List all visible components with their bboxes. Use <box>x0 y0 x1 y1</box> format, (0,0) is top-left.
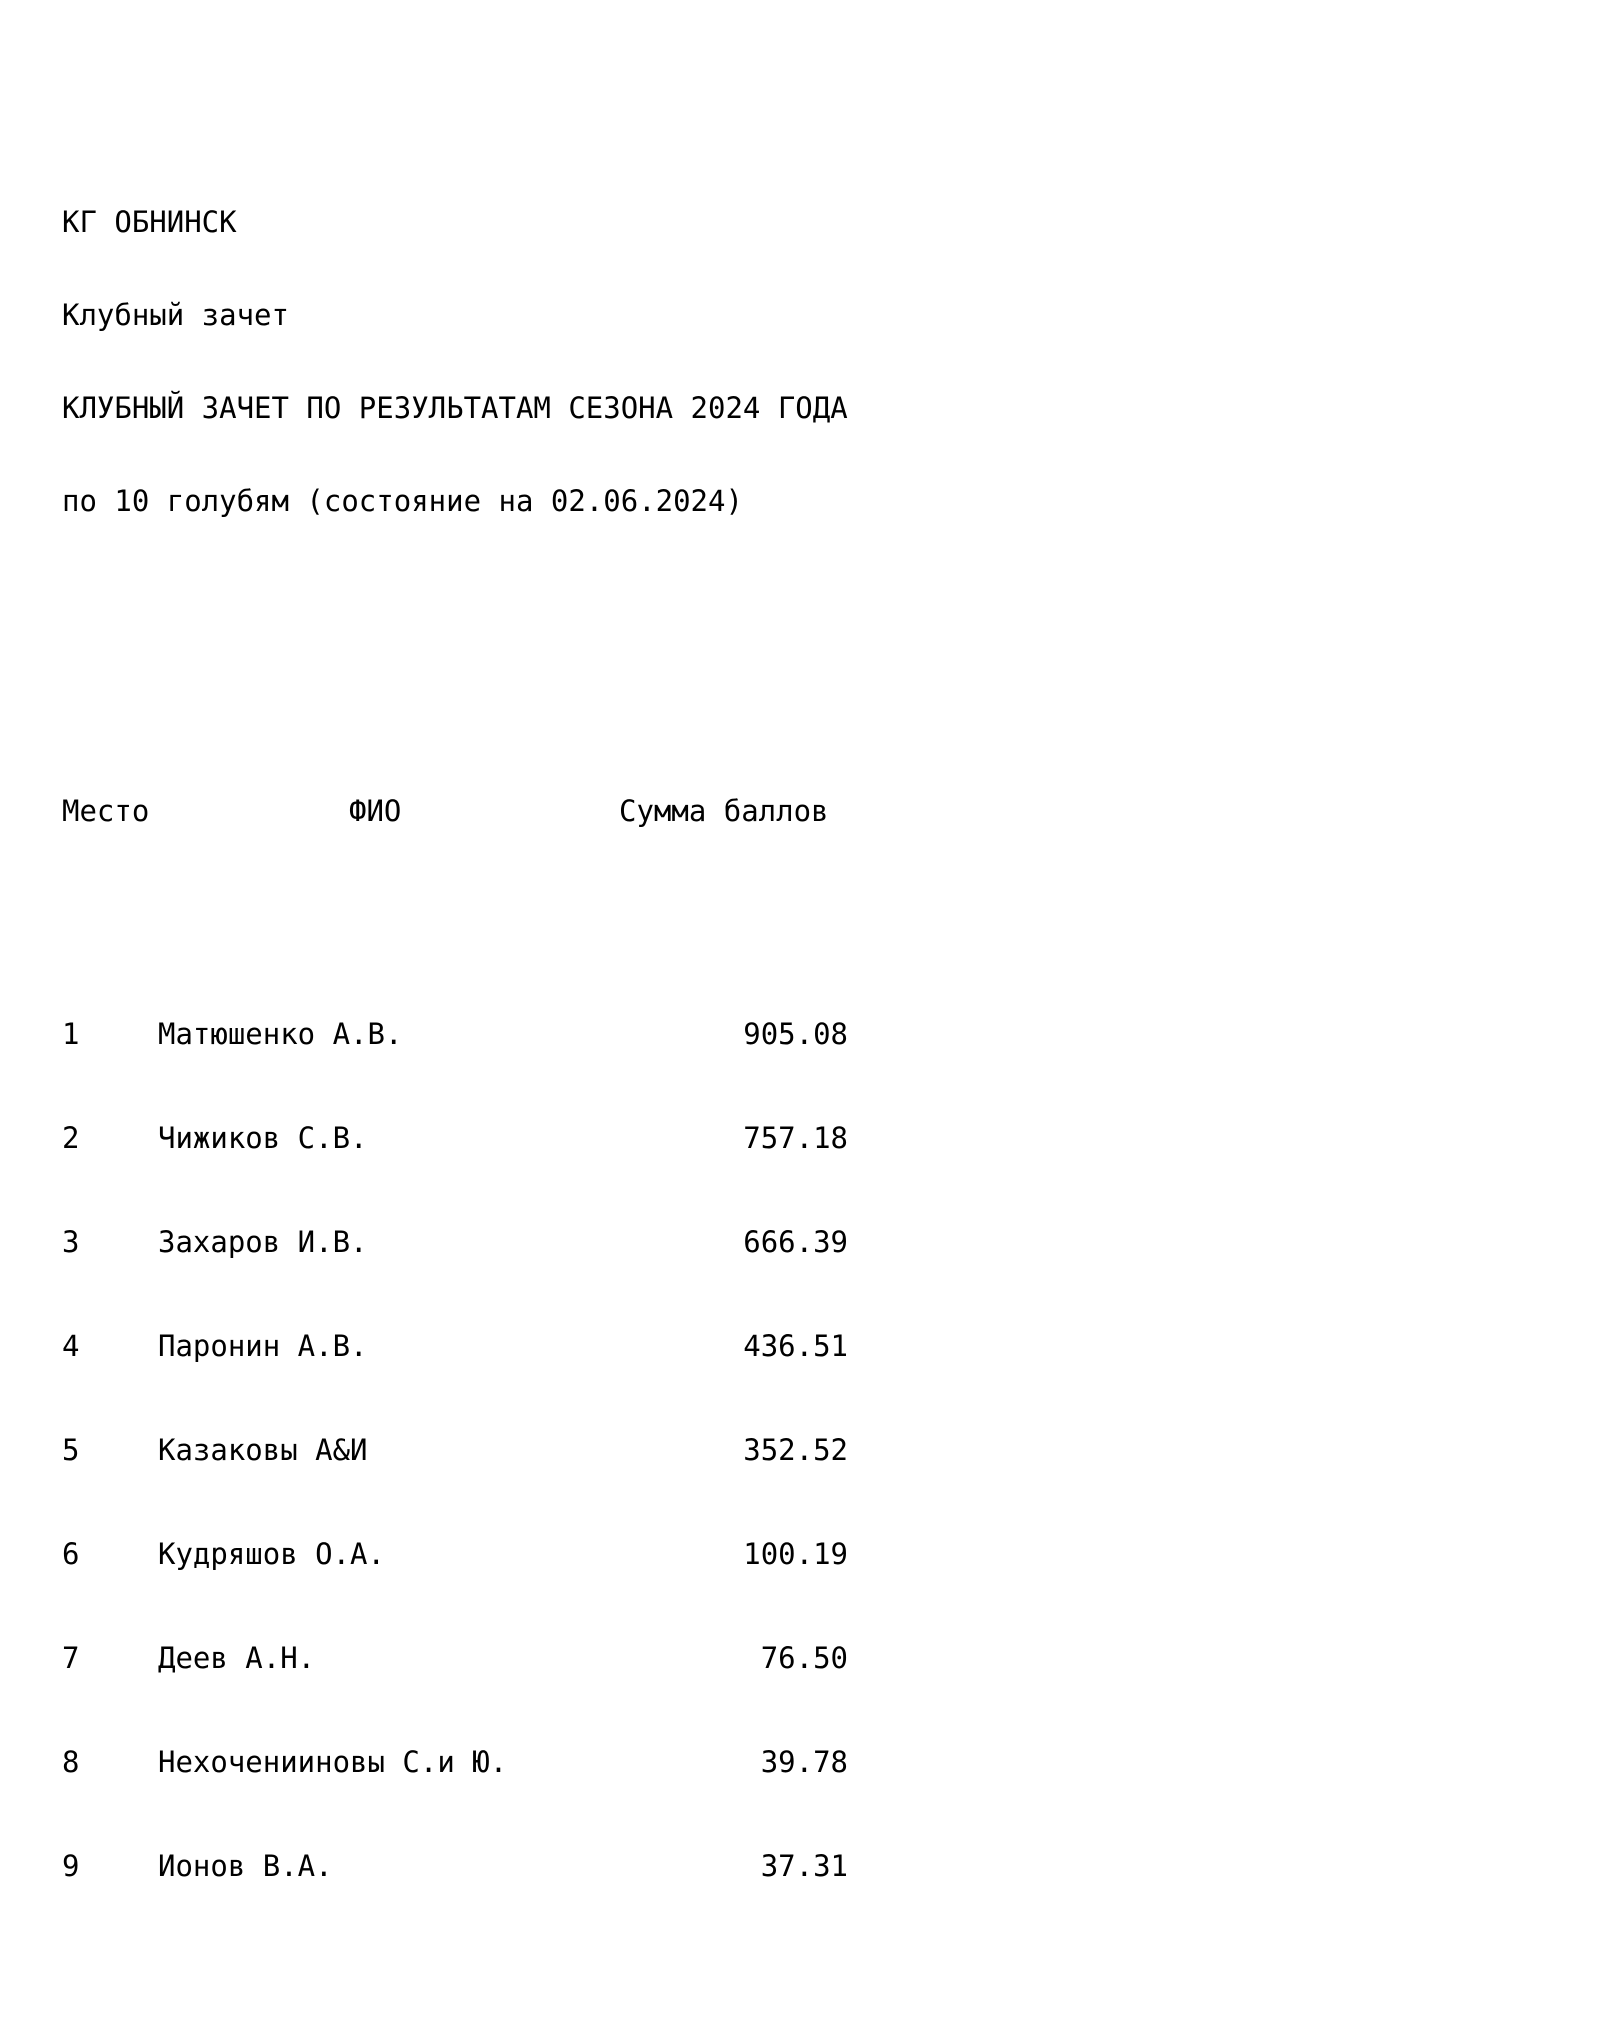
header-line-title: КЛУБНЫЙ ЗАЧЕТ ПО РЕЗУЛЬТАТАМ СЕЗОНА 2024 ГОДА <box>62 391 848 425</box>
table-row <box>62 1637 1598 1679</box>
cell-place: 2 <box>62 1121 80 1155</box>
table-row <box>62 1533 1598 1575</box>
results-table <box>62 951 1598 1949</box>
table-column-headers <box>62 796 1598 827</box>
table-row <box>62 1221 1598 1263</box>
cell-score: 39.78 <box>760 1745 848 1779</box>
cell-place: 5 <box>62 1433 80 1467</box>
header-table-spacer <box>62 672 1598 703</box>
cell-score: 76.50 <box>760 1641 848 1675</box>
document-header <box>62 145 1598 579</box>
cell-name: Паронин А.В. <box>158 1329 368 1363</box>
cell-name: Деев А.Н. <box>158 1641 316 1675</box>
table-row <box>62 1117 1598 1159</box>
cell-place: 4 <box>62 1329 80 1363</box>
table-row <box>62 1013 1598 1055</box>
cell-score: 666.39 <box>743 1225 848 1259</box>
cell-score: 436.51 <box>743 1329 848 1363</box>
cell-name: Кудряшов О.А. <box>158 1537 385 1571</box>
cell-place: 3 <box>62 1225 80 1259</box>
cell-score: 352.52 <box>743 1433 848 1467</box>
cell-name: Казаковы А&И <box>158 1433 368 1467</box>
cell-place: 6 <box>62 1537 80 1571</box>
cell-score: 905.08 <box>743 1017 848 1051</box>
column-header-place: Место <box>62 794 150 828</box>
header-line-subtitle: Клубный зачет <box>62 298 289 332</box>
cell-score: 100.19 <box>743 1537 848 1571</box>
column-header-name: ФИО <box>349 794 402 828</box>
cell-score: 37.31 <box>760 1849 848 1883</box>
cell-name: Захаров И.В. <box>158 1225 368 1259</box>
cell-name: Матюшенко А.В. <box>158 1017 403 1051</box>
cell-place: 8 <box>62 1745 80 1779</box>
document-body <box>62 52 1598 2042</box>
cell-name: Чижиков С.В. <box>158 1121 368 1155</box>
header-line-criteria: по 10 голубям (состояние на 02.06.2024) <box>62 484 743 518</box>
cell-place: 7 <box>62 1641 80 1675</box>
header-line-club: КГ ОБНИНСК <box>62 205 237 239</box>
column-header-score: Сумма баллов <box>619 794 829 828</box>
table-row <box>62 1429 1598 1471</box>
table-row <box>62 1741 1598 1783</box>
table-row <box>62 1845 1598 1887</box>
cell-name: Нехоченииновы С.и Ю. <box>158 1745 508 1779</box>
cell-place: 1 <box>62 1017 80 1051</box>
cell-score: 757.18 <box>743 1121 848 1155</box>
table-row <box>62 1325 1598 1367</box>
cell-name: Ионов В.А. <box>158 1849 333 1883</box>
cell-place: 9 <box>62 1849 80 1883</box>
